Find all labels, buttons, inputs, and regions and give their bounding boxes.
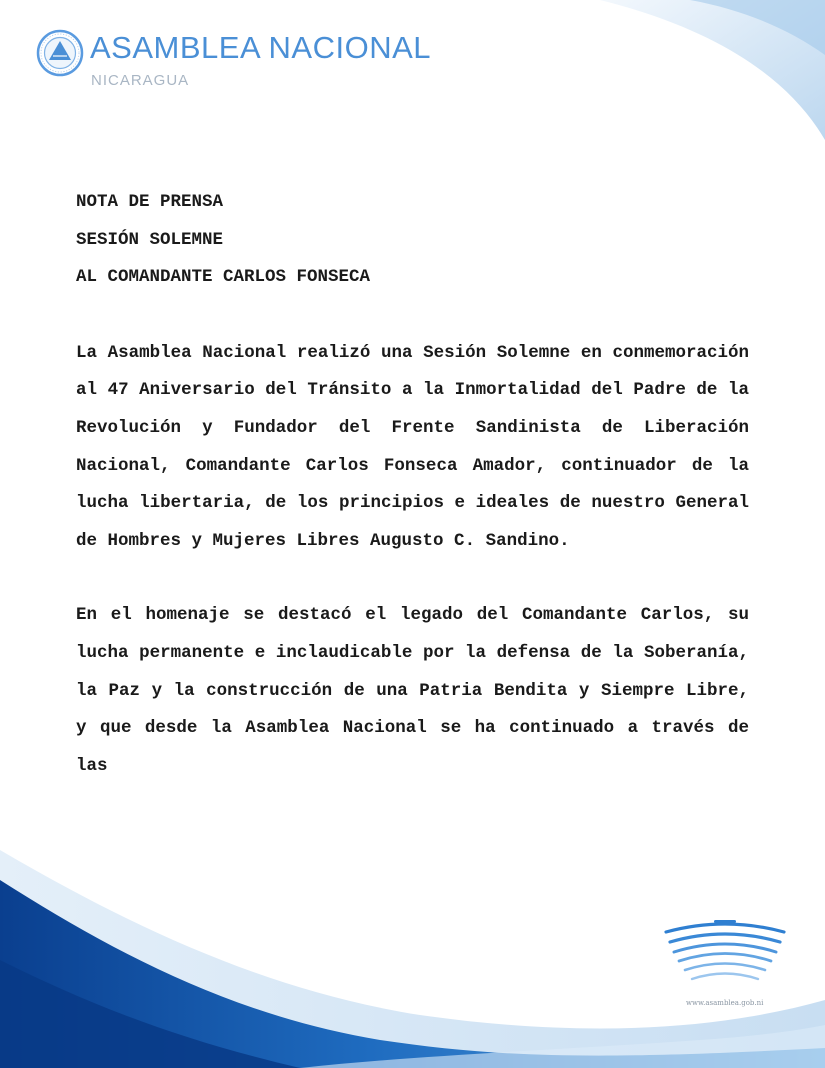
organization-name: ASAMBLEA NACIONAL	[90, 30, 432, 65]
press-release-body	[76, 184, 749, 785]
heading-line: NOTA DE PRENSA	[76, 192, 224, 212]
heading-line: SESIÓN SOLEMNE	[76, 229, 224, 250]
national-seal-icon	[36, 29, 84, 77]
paragraph: En el homenaje se destacó el legado del Comandante Carlos, su lucha permanente e inclaudicable por la defensa de la Soberanía, la Paz y la construcción de una Patria Bendita y Siempre Libre, y que desde la Asamblea Nacional se ha continuado a través de las	[76, 605, 749, 776]
organization-country: NICARAGUA	[91, 72, 190, 89]
website-url: www.asamblea.gob.ni	[686, 999, 764, 1007]
heading-line: AL COMANDANTE CARLOS FONSECA	[76, 267, 371, 288]
paragraph: La Asamblea Nacional realizó una Sesión Solemne en conmemoración al 47 Aniversario del Tránsito a la Inmortalidad del Padre de la Revolución y Fundador del Frente Sandinista de Liberación Nacional, Comandante Carlos Fonseca Amador, continuador de la lucha libertaria, de los principios e ideales de nuestro General de Hombres y Mujeres Libres Augusto C. Sandino.	[76, 342, 749, 551]
assembly-chamber-logo-icon	[660, 918, 790, 990]
